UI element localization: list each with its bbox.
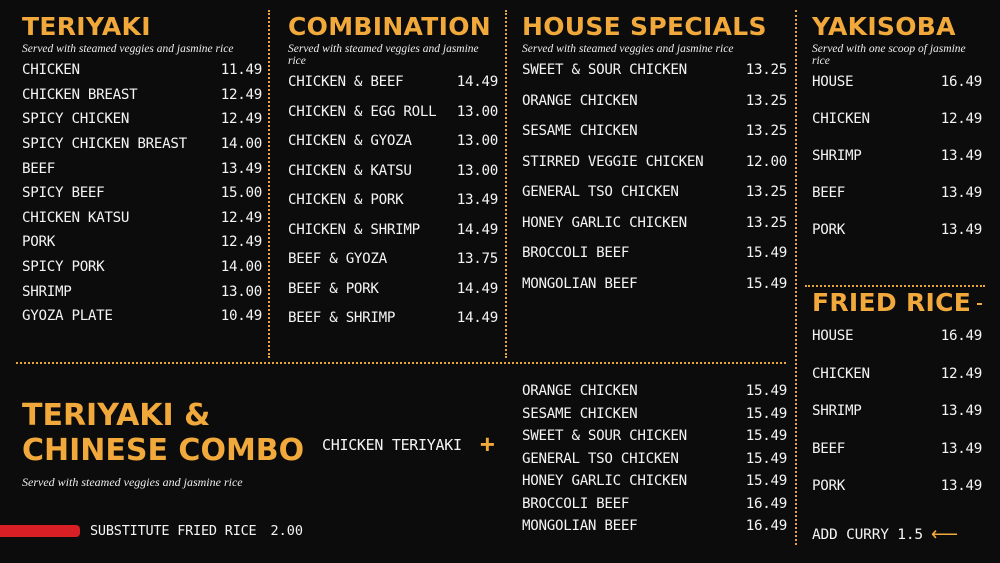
combo-base-item: CHICKEN TERIYAKI [322, 436, 462, 454]
menu-item [522, 62, 787, 78]
menu-item [522, 496, 787, 512]
menu-item [522, 518, 787, 534]
divider-vertical-2 [505, 10, 507, 358]
combo-subtitle: Served with steamed veggies and jasmine rice [22, 474, 243, 489]
item-price: 15.49 [745, 428, 787, 444]
section-title-fried-rice: FRIED RICE [812, 288, 972, 317]
item-price: 15.00 [220, 185, 262, 202]
menu-item [288, 133, 498, 149]
item-price: 13.49 [220, 160, 262, 177]
item-name: BEEF & PORK [288, 280, 379, 297]
substitute-price: 2.00 [270, 523, 303, 539]
item-price: 10.49 [220, 308, 262, 325]
divider-vertical-1 [268, 10, 270, 358]
menu-item [812, 478, 982, 494]
menu-item [522, 93, 787, 109]
item-price: 15.49 [745, 245, 787, 262]
item-name: CHICKEN & PORK [288, 192, 404, 209]
menu-item [812, 185, 982, 201]
substitute-fried-rice-row [0, 523, 330, 539]
plus-icon: + [479, 429, 495, 460]
menu-item [22, 136, 262, 152]
divider-vertical-3 [795, 10, 797, 545]
item-price: 13.00 [456, 103, 498, 120]
item-price: 13.49 [940, 440, 982, 457]
menu-item [522, 473, 787, 489]
menu-item [522, 184, 787, 200]
divider-horizontal-2 [805, 285, 985, 287]
item-name: BEEF & SHRIMP [288, 310, 396, 327]
menu-item [22, 284, 262, 300]
menu-item [812, 111, 982, 127]
item-name: PORK [812, 478, 845, 495]
menu-item [22, 234, 262, 250]
menu-item [522, 154, 787, 170]
menu-item [288, 192, 498, 208]
menu-item [812, 328, 982, 344]
item-price: 12.00 [745, 153, 787, 170]
item-price: 13.25 [745, 62, 787, 79]
menu-item [812, 366, 982, 382]
item-name: SESAME CHICKEN [522, 123, 638, 140]
substitute-label: SUBSTITUTE FRIED RICE [90, 523, 257, 539]
menu-item [288, 104, 498, 120]
item-price: 13.25 [745, 184, 787, 201]
item-price: 15.49 [745, 405, 787, 422]
item-price: 13.25 [745, 123, 787, 140]
menu-item [22, 185, 262, 201]
section-fried-rice [812, 290, 982, 516]
menu-item [22, 87, 262, 103]
section-title-yakisoba: YAKISOBA [812, 12, 956, 41]
menu-item [22, 210, 262, 226]
item-price: 16.49 [745, 518, 787, 534]
menu-item [522, 406, 787, 422]
item-price: 14.49 [456, 310, 498, 327]
item-price: 13.00 [220, 283, 262, 300]
item-name: CHICKEN & KATSU [288, 162, 412, 179]
menu-item [22, 161, 262, 177]
title-rule [977, 303, 982, 305]
item-price: 15.49 [745, 383, 787, 399]
item-name: GENERAL TSO CHICKEN [522, 184, 679, 201]
menu-item [522, 276, 787, 292]
combo-base-item-row [322, 429, 495, 460]
item-name: SPICY PORK [22, 259, 105, 275]
menu-item [288, 222, 498, 238]
item-price: 15.49 [745, 473, 787, 489]
menu-item [812, 148, 982, 164]
item-price: 16.49 [745, 495, 787, 512]
item-name: SPICY CHICKEN BREAST [22, 136, 187, 153]
item-name: ORANGE CHICKEN [522, 92, 638, 109]
item-name: CHICKEN BREAST [22, 86, 138, 103]
item-name: ORANGE CHICKEN [522, 383, 638, 399]
item-name: MONGOLIAN BEEF [522, 518, 638, 534]
menu-item [288, 310, 498, 326]
item-name: SPICY BEEF [22, 185, 105, 202]
menu-item [522, 451, 787, 467]
item-name: SHRIMP [812, 148, 862, 165]
section-combination [288, 14, 498, 340]
item-name: SHRIMP [22, 283, 72, 300]
section-subtitle-yakisoba: Served with one scoop of jasmine rice [812, 43, 966, 68]
item-price: 12.49 [220, 86, 262, 103]
menu-item [522, 383, 787, 399]
item-name: GYOZA PLATE [22, 308, 113, 325]
item-price: 12.49 [220, 111, 262, 128]
item-name: SPICY CHICKEN [22, 111, 130, 128]
divider-horizontal-1 [16, 362, 786, 364]
arrow-left-icon: ⟵ [930, 524, 959, 546]
menu-item [22, 111, 262, 127]
item-name: CHICKEN [812, 111, 870, 128]
item-price: 13.25 [745, 92, 787, 109]
menu-item [288, 74, 498, 90]
item-price: 12.49 [940, 365, 982, 382]
item-name: CHICKEN & GYOZA [288, 133, 412, 150]
item-name: GENERAL TSO CHICKEN [522, 450, 679, 467]
item-name: HONEY GARLIC CHICKEN [522, 214, 687, 231]
section-teriyaki [22, 14, 262, 333]
section-title-combination: COMBINATION [288, 12, 491, 41]
menu-item [22, 259, 262, 275]
item-price: 14.00 [220, 136, 262, 153]
menu-item [812, 74, 982, 90]
combo-choices-list [522, 383, 787, 541]
item-name: HOUSE [812, 74, 854, 91]
item-price: 13.00 [456, 162, 498, 179]
item-name: CHICKEN KATSU [22, 209, 130, 226]
item-name: BEEF [22, 160, 55, 177]
item-name: SESAME CHICKEN [522, 405, 638, 422]
menu-item [22, 62, 262, 78]
item-price: 13.49 [456, 192, 498, 209]
menu-item [522, 245, 787, 261]
item-name: BROCCOLI BEEF [522, 495, 630, 512]
item-price: 11.49 [220, 62, 262, 79]
item-name: HONEY GARLIC CHICKEN [522, 473, 687, 489]
item-price: 16.49 [940, 328, 982, 345]
menu-item [812, 403, 982, 419]
item-name: CHICKEN & EGG ROLL [288, 103, 437, 120]
item-name: CHICKEN & BEEF [288, 74, 404, 91]
item-name: CHICKEN [22, 62, 80, 79]
section-teriyaki-chinese-combo [22, 398, 322, 497]
item-name: SWEET & SOUR CHICKEN [522, 428, 687, 444]
item-price: 13.49 [940, 148, 982, 165]
item-price: 12.49 [220, 209, 262, 226]
section-subtitle-teriyaki: Served with steamed veggies and jasmine rice [22, 43, 234, 56]
menu-item [288, 281, 498, 297]
menu-item [522, 123, 787, 139]
combo-title-line2: CHINESE COMBO [22, 433, 305, 469]
menu-item [522, 215, 787, 231]
section-header-fried-rice [812, 290, 982, 316]
item-price: 12.49 [220, 234, 262, 251]
add-curry-note [812, 524, 987, 546]
add-curry-label: ADD CURRY 1.5 [812, 527, 923, 543]
item-price: 15.49 [745, 450, 787, 467]
item-name: BEEF [812, 185, 845, 202]
item-name: SHRIMP [812, 403, 862, 420]
item-price: 13.49 [940, 222, 982, 239]
item-price: 15.49 [745, 275, 787, 292]
item-price: 13.49 [940, 478, 982, 495]
red-accent-bar [0, 525, 80, 537]
item-name: MONGOLIAN BEEF [522, 275, 638, 292]
menu-item [288, 163, 498, 179]
item-price: 14.00 [220, 259, 262, 275]
item-price: 13.25 [745, 214, 787, 231]
menu-item [522, 428, 787, 444]
item-name: SWEET & SOUR CHICKEN [522, 62, 687, 79]
item-name: HOUSE [812, 328, 854, 345]
item-name: CHICKEN & SHRIMP [288, 221, 420, 238]
menu-item [812, 222, 982, 238]
section-house-specials [522, 14, 787, 306]
menu-item [812, 441, 982, 457]
menu-item [288, 251, 498, 267]
item-price: 16.49 [940, 74, 982, 91]
section-title-teriyaki: TERIYAKI [22, 12, 151, 41]
item-price: 13.49 [940, 403, 982, 420]
item-price: 13.00 [456, 133, 498, 150]
item-name: BEEF [812, 440, 845, 457]
combo-title-line1: TERIYAKI & [22, 398, 211, 433]
section-yakisoba [812, 14, 982, 259]
item-price: 13.49 [940, 185, 982, 202]
item-price: 14.49 [456, 221, 498, 238]
item-name: PORK [22, 234, 55, 251]
section-title-house-specials: HOUSE SPECIALS [522, 12, 767, 41]
section-subtitle-combination: Served with steamed veggies and jasmine rice [288, 43, 479, 68]
item-name: BEEF & GYOZA [288, 251, 387, 268]
item-price: 14.49 [456, 280, 498, 297]
item-name: STIRRED VEGGIE CHICKEN [522, 153, 704, 170]
section-subtitle-house-specials: Served with steamed veggies and jasmine rice [522, 43, 734, 56]
item-price: 14.49 [456, 74, 498, 91]
item-price: 13.75 [456, 251, 498, 268]
item-name: CHICKEN [812, 365, 870, 382]
item-price: 12.49 [940, 111, 982, 128]
item-name: PORK [812, 222, 845, 239]
menu-item [22, 308, 262, 324]
item-name: BROCCOLI BEEF [522, 245, 630, 262]
